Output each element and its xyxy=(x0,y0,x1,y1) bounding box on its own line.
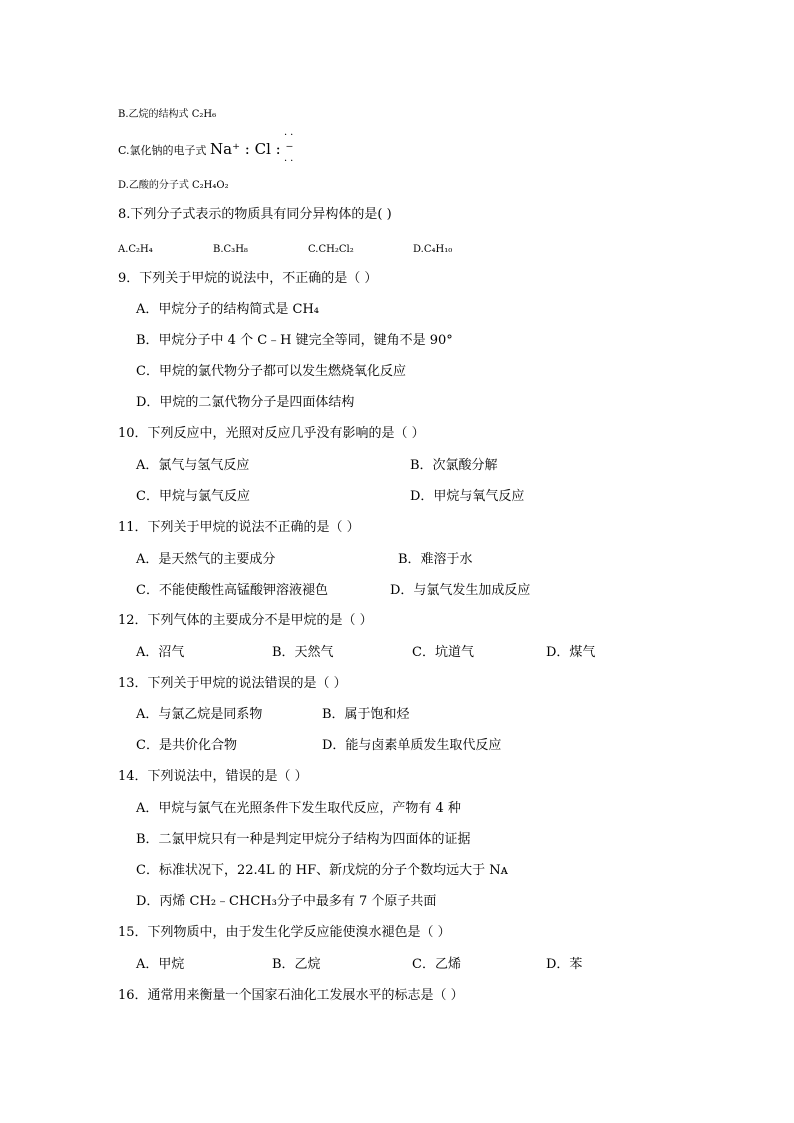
option-8b: B.C₃H₈ xyxy=(213,244,248,255)
option-8a: A.C₂H₄ xyxy=(118,244,153,255)
question-11: 11．下列关于甲烷的说法不正确的是（ ） xyxy=(118,520,360,535)
option-15d: D．苯 xyxy=(546,957,583,972)
question-12: 12．下列气体的主要成分不是甲烷的是（ ） xyxy=(118,613,373,628)
option-13c: C．是共价化合物 xyxy=(136,738,237,753)
question-15: 15．下列物质中，由于发生化学反应能使溴水褪色是（ ） xyxy=(118,925,451,940)
option-10d: D．甲烷与氧气反应 xyxy=(410,489,525,504)
option-8c: C.CH₂Cl₂ xyxy=(308,244,354,255)
electron-dots-bottom: ·· xyxy=(284,156,297,167)
option-10c: C．甲烷与氯气反应 xyxy=(136,489,250,504)
option-12c: C．坑道气 xyxy=(412,645,474,660)
option-11b: B．难溶于水 xyxy=(398,552,473,567)
option-12b: B．天然气 xyxy=(272,645,334,660)
option-8d: D.C₄H₁₀ xyxy=(413,244,453,255)
option-9a: A．甲烷分子的结构简式是 CH₄ xyxy=(136,302,320,317)
option-15a: A．甲烷 xyxy=(136,957,185,972)
option-9b: B．甲烷分子中 4 个 C﹣H 键完全等同，键角不是 90° xyxy=(136,333,453,348)
option-7b: B.乙烷的结构式 C₂H₆ xyxy=(118,109,217,120)
option-14a: A．甲烷与氯气在光照条件下发生取代反应，产物有 4 种 xyxy=(136,801,461,816)
option-11a: A．是天然气的主要成分 xyxy=(136,552,276,567)
option-14b: B．二氯甲烷只有一种是判定甲烷分子结构为四面体的证据 xyxy=(136,832,471,847)
option-11c: C．不能使酸性高锰酸钾溶液褪色 xyxy=(136,583,328,598)
option-14c: C．标准状况下，22.4L 的 HF、新戊烷的分子个数均远大于 Nᴀ xyxy=(136,863,508,878)
option-13b: B．属于饱和烃 xyxy=(322,707,410,722)
option-13d: D．能与卤素单质发生取代反应 xyxy=(322,738,502,753)
option-13a: A．与氯乙烷是同系物 xyxy=(136,707,263,722)
option-10b: B．次氯酸分解 xyxy=(410,458,498,473)
option-12d: D．煤气 xyxy=(546,645,596,660)
option-15b: B．乙烷 xyxy=(272,957,321,972)
option-9d: D．甲烷的二氯代物分子是四面体结构 xyxy=(136,395,355,410)
option-14d: D．丙烯 CH₂﹣CHCH₃分子中最多有 7 个原子共面 xyxy=(136,894,437,909)
option-10a: A．氯气与氢气反应 xyxy=(136,458,250,473)
electron-dots-top: ·· xyxy=(284,130,297,141)
option-12a: A．沼气 xyxy=(136,645,185,660)
question-14: 14．下列说法中，错误的是（ ） xyxy=(118,769,308,784)
sodium-chloride-electron-formula: Na⁺ : Cl : ⁻ xyxy=(210,140,294,158)
question-9: 9．下列关于甲烷的说法中，不正确的是（ ） xyxy=(118,271,378,286)
option-15c: C．乙烯 xyxy=(412,957,461,972)
question-10: 10．下列反应中，光照对反应几乎没有影响的是（ ） xyxy=(118,426,425,441)
option-11d: D．与氯气发生加成反应 xyxy=(390,583,531,598)
question-8: 8.下列分子式表示的物质具有同分异构体的是( ) xyxy=(118,207,392,222)
option-7c xyxy=(118,140,293,160)
option-7c-label: C.氯化钠的电子式 xyxy=(118,144,211,157)
question-13: 13．下列关于甲烷的说法错误的是（ ） xyxy=(118,676,347,691)
option-9c: C．甲烷的氯代物分子都可以发生燃烧氧化反应 xyxy=(136,364,406,379)
option-7d: D.乙酸的分子式 C₂H₄O₂ xyxy=(118,180,229,191)
question-16: 16．通常用来衡量一个国家石油化工发展水平的标志是（ ） xyxy=(118,988,464,1003)
